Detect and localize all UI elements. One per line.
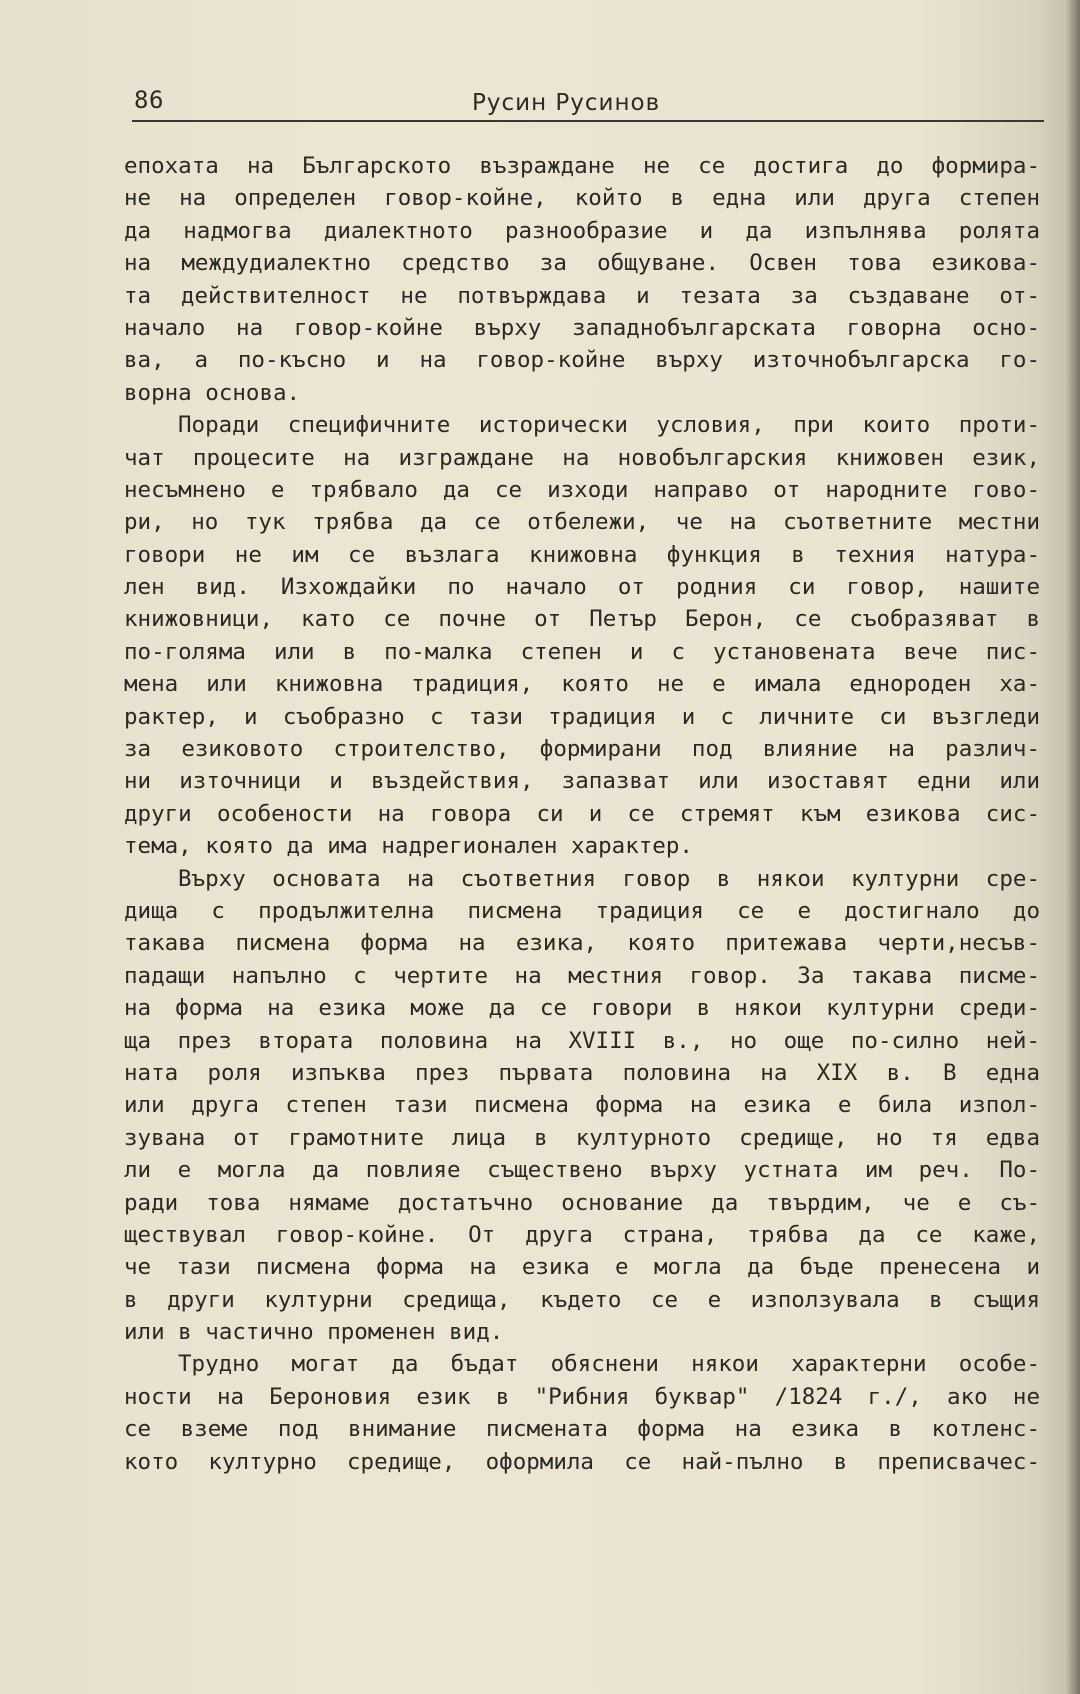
text-line: та действителност не потвърждава и тезата за създаване от- (124, 282, 1040, 309)
page-header (132, 84, 1044, 124)
paragraph (124, 150, 1040, 409)
paragraph (124, 1348, 1040, 1478)
paragraph (124, 409, 1040, 862)
text-line: говори не им се възлага книжовна функция в техния натура- (124, 541, 1040, 568)
text-line: в други културни средища, където се е използувала в същия (124, 1286, 1040, 1313)
text-line: ри, но тук трябва да се отбележи, че на съответните местни (124, 509, 1040, 536)
text-line: ва, а по-късно и на говор-койне върху източнобългарска го- (124, 347, 1040, 374)
text-line: епохата на Българското възраждане не се достига до формира- (124, 153, 1040, 179)
text-line: тема, която да има надрегионален характер. (124, 833, 693, 860)
text-line: на междудиалектно средство за общуване. Освен това езикова- (124, 250, 1040, 277)
text-line: ли е могла да повлияе съществено върху устната им реч. По- (124, 1157, 1040, 1184)
text-line: падащи напълно с чертите на местния говор. За такава писме- (124, 962, 1040, 989)
text-line: ради това нямаме достатъчно основание да твърдим, че е съ- (124, 1189, 1040, 1216)
text-line: мена или книжовна традиция, която не е имала еднороден ха- (124, 671, 1040, 698)
paragraph (124, 863, 1040, 1349)
text-line: несъмнено е трябвало да се изходи направо от народните гово- (124, 476, 1040, 503)
text-line: кото културно средище, оформила се най-пълно в преписвачес- (124, 1448, 1040, 1475)
text-line: на форма на езика може да се говори в някои културни среди- (124, 995, 1040, 1022)
text-line: Трудно могат да бъдат обяснени някои характерни особе- (178, 1351, 1040, 1378)
text-line: или друга степен тази писмена форма на езика е била изпол- (124, 1092, 1040, 1119)
header-rule (132, 120, 1044, 122)
text-line: се вземе под внимание писмената форма на езика в котленс- (124, 1416, 1040, 1443)
text-line: Поради специфичните исторически условия, при които проти- (178, 412, 1040, 439)
text-line: да надмогва диалектното разнообразие и да изпълнява ролята (124, 217, 1040, 244)
text-line: книжовници, като се почне от Петър Берон, се съобразяват в (124, 606, 1040, 633)
text-line: ща през втората половина на XVIII в., но още по-силно ней- (124, 1027, 1040, 1054)
text-line: ни източници и въздействия, запазват или изоставят едни или (124, 768, 1040, 795)
text-line: начало на говор-койне върху западнобългарската говорна осно- (124, 314, 1040, 341)
body-text (124, 150, 1040, 1478)
text-line: за езиковото строителство, формирани под влияние на различ- (124, 736, 1040, 763)
page-edge-shadow (1066, 0, 1080, 1694)
text-line: лен вид. Изхождайки по начало от родния си говор, нашите (124, 574, 1040, 601)
text-line: ности на Бероновия език в "Рибния буквар" /1824 г./, ако не (124, 1383, 1040, 1410)
text-line: ната роля изпъква през първата половина на XIX в. В една (124, 1059, 1040, 1086)
text-line: по-голяма или в по-малка степен и с установената вече пис- (124, 638, 1040, 665)
text-line: че тази писмена форма на езика е могла да бъде пренесена и (124, 1254, 1040, 1281)
text-line: не на определен говор-койне, който в една или друга степен (124, 185, 1040, 212)
text-line: или в частично променен вид. (124, 1319, 504, 1346)
text-line: ществувал говор-койне. От друга страна, трябва да се каже, (124, 1221, 1040, 1248)
text-line: други особености на говора си и се стремят към езикова сис- (124, 800, 1040, 827)
text-line: ворна основа. (124, 379, 301, 406)
text-line: Върху основата на съответния говор в някои културни сре- (178, 865, 1040, 892)
text-line: зувана от грамотните лица в културното средище, но тя едва (124, 1124, 1040, 1151)
text-line: такава писмена форма на езика, която притежава черти,несъв- (124, 930, 1040, 957)
text-line: рактер, и съобразно с тази традиция и с личните си възгледи (124, 703, 1040, 730)
text-line: чат процесите на изграждане на новобългарския книжовен език, (124, 444, 1040, 471)
page-number: 86 (134, 86, 164, 114)
running-head: Русин Русинов (472, 90, 661, 116)
text-line: дища с продължителна писмена традиция се е достигнало до (124, 897, 1040, 924)
